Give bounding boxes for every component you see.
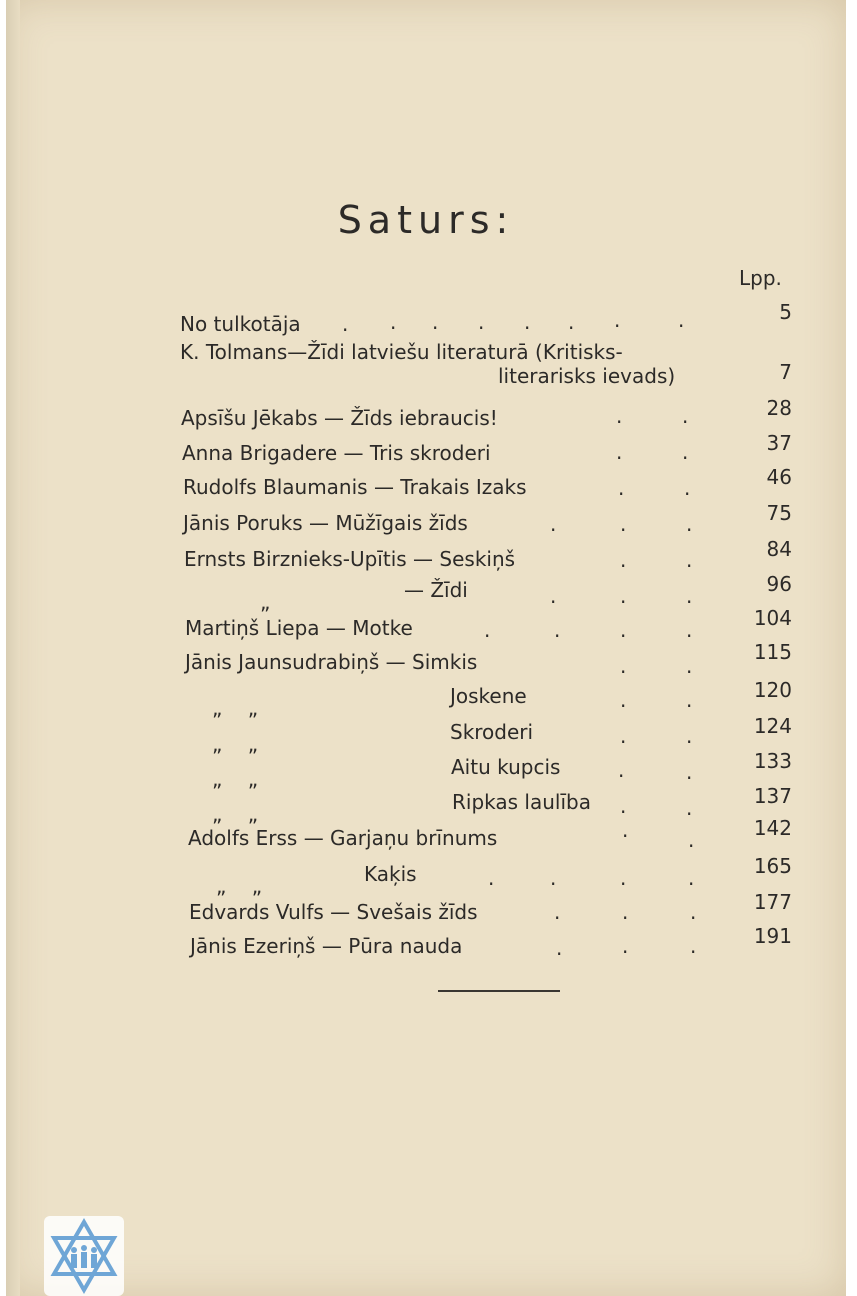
toc-entry-page: 165 [753, 854, 792, 878]
toc-entry [6, 465, 846, 505]
leader-dot: . [686, 548, 693, 572]
toc-entry-text: Jānis Ezeriņš — Pūra nauda [190, 934, 463, 958]
toc-entry [6, 784, 846, 826]
leader-dot: . [488, 866, 495, 890]
leader-dot: . [618, 758, 625, 782]
toc-entry-page: 5 [779, 300, 792, 324]
toc-entry-text: Martiņš Liepa — Motke [185, 616, 413, 640]
toc-entry [6, 890, 846, 930]
leader-dot: . [478, 310, 485, 334]
star-of-david-family-icon [44, 1216, 124, 1296]
leader-dot: . [688, 866, 695, 890]
leader-dot: . [622, 818, 629, 842]
leader-dot: . [556, 936, 563, 960]
ditto-mark: „ „ [212, 767, 259, 791]
leader-dot: . [550, 584, 557, 608]
toc-entry-text: Jānis Jaunsudrabiņš — Simkis [185, 650, 478, 674]
toc-entry-page: 120 [753, 678, 792, 702]
toc-entry [6, 300, 846, 342]
leader-dot: . [686, 796, 693, 820]
toc-entry [6, 572, 846, 614]
toc-entry-page: 142 [753, 816, 792, 840]
toc-entry [6, 606, 846, 646]
leader-dot: . [614, 308, 621, 332]
leader-dot: . [684, 476, 691, 500]
toc-entry-page: 133 [753, 749, 792, 773]
leader-dot: . [620, 794, 627, 818]
toc-entry-page: 37 [766, 431, 792, 455]
toc-entry-text: Jānis Poruks — Mūžīgais žīds [183, 511, 468, 535]
toc-entry-text-cont: Ripkas laulība [452, 790, 591, 814]
leader-dot: . [484, 618, 491, 642]
leader-dot: . [622, 934, 629, 958]
leader-dot: . [616, 404, 623, 428]
toc-entry-text: No tulkotāja [180, 312, 301, 336]
leader-dot: . [620, 618, 627, 642]
toc-entry-text-cont: Aitu kupcis [451, 755, 561, 779]
leader-dot: . [690, 934, 697, 958]
toc-entry-text-cont: literarisks ievads) [498, 364, 676, 388]
toc-entry [6, 537, 846, 577]
leader-dot: . [620, 512, 627, 536]
leader-dot: . [682, 404, 689, 428]
leader-dot: . [432, 310, 439, 334]
toc-entry-text: Ernsts Birznieks-Upītis — Seskiņš [184, 547, 516, 571]
ditto-mark: „ „ [212, 732, 259, 756]
leader-dot: . [620, 866, 627, 890]
toc-entry [6, 816, 846, 856]
ditto-mark: „ „ [212, 696, 259, 720]
toc-entry [6, 640, 846, 680]
leader-dot: . [620, 548, 627, 572]
toc-entry-text: Anna Brigadere — Tris skroderi [182, 441, 491, 465]
toc-entry-page: 46 [766, 465, 792, 489]
leader-dot: . [620, 724, 627, 748]
toc-entry [6, 714, 846, 756]
toc-entry [6, 854, 846, 898]
toc-entry-page: 28 [766, 396, 792, 420]
leader-dot: . [686, 688, 693, 712]
toc-entry-text: Edvards Vulfs — Svešais žīds [189, 900, 478, 924]
ditto-mark: „ „ [212, 802, 259, 826]
leader-dot: . [686, 512, 693, 536]
leader-dot: . [686, 654, 693, 678]
leader-dot: . [616, 440, 623, 464]
toc-entry-text: K. Tolmans—Žīdi latviešu literaturā (Kritisks- [180, 340, 623, 364]
toc-entry-page: 84 [766, 537, 792, 561]
toc-entry-text: Adolfs Erss — Garjaņu brīnums [188, 826, 498, 850]
toc-entry-page: 137 [753, 784, 792, 808]
leader-dot: . [620, 688, 627, 712]
leader-dot: . [690, 900, 697, 924]
leader-dot: . [682, 440, 689, 464]
page-title: Saturs: [337, 198, 515, 242]
leader-dot: . [620, 654, 627, 678]
toc-entry [6, 924, 846, 964]
leader-dot: . [550, 512, 557, 536]
toc-entry [6, 749, 846, 791]
leader-dot: . [686, 724, 693, 748]
leader-dot: . [524, 310, 531, 334]
leader-dot: . [686, 760, 693, 784]
page-column-label: Lpp. [739, 266, 782, 290]
toc-entry-page: 177 [753, 890, 792, 914]
leader-dot: . [342, 312, 349, 336]
toc-entry-text-cont: — Žīdi [404, 578, 468, 602]
toc-entry-page: 96 [766, 572, 792, 596]
toc-entry [6, 360, 846, 394]
leader-dot: . [550, 866, 557, 890]
leader-dot: . [686, 618, 693, 642]
ditto-mark: „ „ [216, 874, 263, 898]
toc-entry-text: Apsīšu Jēkabs — Žīds iebraucis! [181, 406, 498, 430]
leader-dot: . [554, 618, 561, 642]
toc-entry-page: 75 [766, 501, 792, 525]
toc-entry-text-cont: Skroderi [450, 720, 534, 744]
toc-entry [6, 396, 846, 436]
toc-entry [6, 678, 846, 720]
toc-entry-page: 191 [753, 924, 792, 948]
leader-dot: . [554, 900, 561, 924]
toc-entry-text-cont: Kaķis [364, 862, 417, 886]
leader-dot: . [390, 310, 397, 334]
leader-dot: . [688, 828, 695, 852]
closing-rule [438, 990, 560, 992]
leader-dot: . [686, 584, 693, 608]
toc-entry-text: Rudolfs Blaumanis — Trakais Izaks [183, 475, 527, 499]
toc-entry-text-cont: Joskene [450, 684, 527, 708]
toc-entry-page: 115 [753, 640, 792, 664]
page-spine [6, 0, 20, 1296]
leader-dot: . [618, 476, 625, 500]
leader-dot: . [568, 310, 575, 334]
toc-entry-page: 104 [753, 606, 792, 630]
leader-dot: . [622, 900, 629, 924]
book-page [6, 0, 846, 1296]
toc-entry-page: 124 [753, 714, 792, 738]
toc-entry [6, 501, 846, 541]
toc-entry [6, 431, 846, 471]
toc-entry-page: 7 [779, 360, 792, 384]
ditto-mark: „ [260, 590, 271, 614]
leader-dot: . [620, 584, 627, 608]
leader-dot: . [678, 308, 685, 332]
